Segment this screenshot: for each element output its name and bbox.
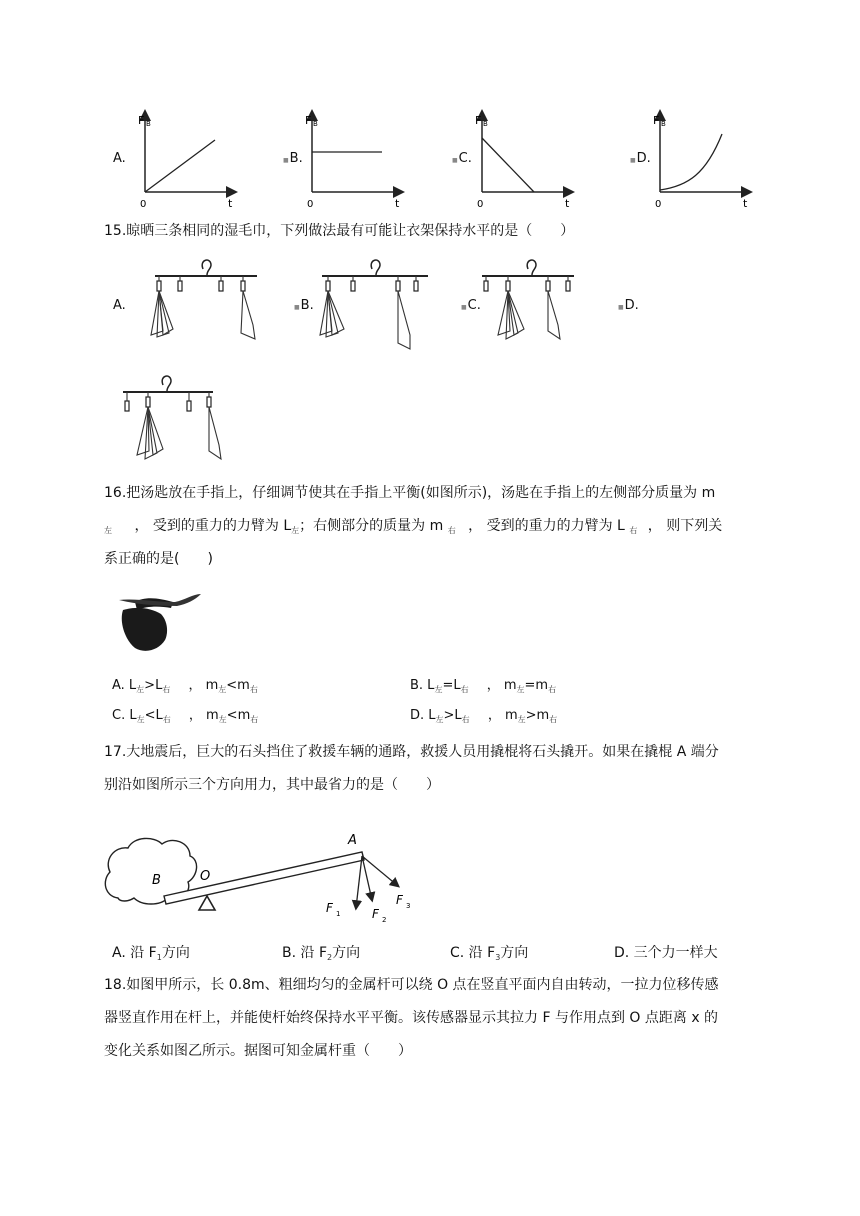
- q17-label-f1-sub: 1: [336, 910, 341, 918]
- q17-a-sub: 1: [156, 953, 162, 962]
- q17-c-post: 方向: [500, 945, 529, 961]
- q14-graph-a: [133, 104, 243, 212]
- q16-b-sub3: 左: [516, 685, 525, 694]
- q16-d-sub4: 右: [549, 715, 558, 724]
- q16-spoon-hand-figure: [115, 588, 210, 658]
- q16-options: [104, 670, 804, 730]
- q16-a-r1: >L: [144, 678, 163, 693]
- q17-c-pre: C. 沿 F: [450, 945, 496, 961]
- q14-graph-c: [470, 104, 580, 212]
- q16-option-d: [410, 706, 557, 730]
- q15-question: 15.晾晒三条相同的湿毛巾，下列做法最有可能让衣架保持水平的是（ ）: [104, 223, 575, 239]
- q17-b-post: 方向: [332, 945, 361, 961]
- q16-d-label: D. L: [410, 708, 436, 723]
- q16-line2-c: ， 受到的重力的力臂为 L: [468, 518, 625, 534]
- q16-d-r3: >m: [525, 708, 550, 723]
- q16-b-r3: =m: [524, 678, 549, 693]
- q16-line2-a: ， 受到的重力的力臂为 L: [134, 518, 292, 534]
- q16-a-r2: ， m: [188, 678, 219, 693]
- q14-a-fb-sub: B: [146, 120, 151, 128]
- q14-d-origin: 0: [655, 199, 662, 210]
- q17-c-sub: 3: [495, 953, 501, 962]
- q15-hanger-c: [478, 255, 603, 345]
- q18-line-3: 变化关系如图乙所示。据图可知金属杆重（ ）: [104, 1043, 412, 1059]
- q16-sub-left-1: 左: [104, 526, 112, 535]
- q16-d-sub2: 右: [461, 715, 470, 724]
- q16-line2-d: ， 则下列关: [647, 518, 723, 534]
- q16-b-label: B. L: [410, 678, 435, 693]
- q14-b-fb-sub: B: [313, 120, 318, 128]
- q17-options: [104, 943, 804, 967]
- q15-option-b-label: ■B.: [294, 298, 314, 313]
- q14-option-b-label: ■B.: [283, 151, 303, 166]
- q17-label-f3-sub: 3: [406, 902, 411, 910]
- q18-line-1: 18.如图甲所示，长 0.8m、粗细均匀的金属杆可以绕 O 点在竖直平面内自由转动，一拉力位移传感: [104, 977, 719, 993]
- q14-a-origin: 0: [140, 199, 147, 210]
- q17-line-2: 别沿如图所示三个方向用力，其中最省力的是（ ）: [104, 777, 440, 793]
- q17-line-1: 17.大地震后，巨大的石头挡住了救援车辆的通路，救援人员用撬棍将石头撬开。如果在撬棍 A 端分: [104, 744, 719, 760]
- q14-option-c-label: ■C.: [452, 151, 472, 166]
- q16-d-r2: ， m: [487, 708, 518, 723]
- q14-graph-d: [648, 104, 758, 212]
- q15-hanger-b: [314, 255, 439, 355]
- q16-a-r3: <m: [226, 678, 250, 693]
- q17-lever-figure: [100, 830, 430, 930]
- q17-a-pre: A. 沿 F: [112, 945, 157, 961]
- q16-b-sub4: 右: [548, 685, 557, 694]
- q14-graph-b: [300, 104, 410, 212]
- q14-d-fb-sub: B: [661, 120, 666, 128]
- q14-c-fb-sub: B: [483, 120, 488, 128]
- q15-option-c-label: ■C.: [461, 298, 481, 313]
- q16-c-sub3: 左: [218, 715, 227, 724]
- q16-c-r1: <L: [144, 708, 163, 723]
- q16-sub-right-1: 右: [447, 526, 456, 535]
- q16-sub-right-2: 右: [629, 526, 638, 535]
- q15-hanger-a: [145, 255, 270, 345]
- q17-option-a: [112, 943, 190, 968]
- q16-line-2: [104, 516, 722, 541]
- q14-options-row: [0, 100, 860, 215]
- q15-hanger-d: [113, 371, 238, 466]
- q14-c-fb: F: [475, 114, 482, 127]
- q16-option-c: [112, 706, 258, 730]
- q14-b-fb: F: [305, 114, 312, 127]
- q16-line-1: 16.把汤匙放在手指上，仔细调节使其在手指上平衡(如图所示)，汤匙在手指上的左侧部分质量为 m: [104, 485, 716, 501]
- q16-line-3: 系正确的是( ): [104, 551, 213, 567]
- q17-b-sub: 2: [327, 953, 333, 962]
- q16-c-r2: ， m: [188, 708, 219, 723]
- q16-c-sub2: 右: [162, 715, 171, 724]
- q16-d-sub1: 左: [435, 715, 444, 724]
- q17-label-f3: F: [396, 893, 403, 907]
- q16-a-sub3: 左: [218, 685, 227, 694]
- q16-option-b: [410, 676, 556, 700]
- q18-line-2: 器竖直作用在杆上，并能使杆始终保持水平平衡。该传感器显示其拉力 F 与作用点到 O 点距离 x 的: [104, 1010, 719, 1026]
- q16-a-sub1: 左: [136, 685, 145, 694]
- q16-line2-b: ；右侧部分的质量为 m: [299, 518, 444, 534]
- q15-option-d-label: ■D.: [618, 298, 639, 313]
- q17-option-d: [614, 943, 718, 963]
- q14-option-d-label: ■D.: [630, 151, 651, 166]
- q16-b-sub1: 左: [434, 685, 443, 694]
- q14-a-t: t: [228, 197, 233, 210]
- q16-option-a: [112, 676, 258, 700]
- q16-a-sub4: 右: [249, 685, 258, 694]
- q17-label-b: B: [152, 873, 161, 888]
- q17-option-b: [282, 943, 360, 968]
- q16-c-r3: <m: [226, 708, 251, 723]
- q14-d-fb: F: [653, 114, 660, 127]
- q17-label-o: O: [200, 869, 211, 884]
- q16-a-label: A. L: [112, 678, 137, 693]
- q16-sub-left-2: 左: [291, 526, 300, 535]
- q14-d-t: t: [743, 197, 748, 210]
- q15-option-a-label: A.: [113, 298, 126, 313]
- q16-d-r1: >L: [443, 708, 462, 723]
- q16-c-label: C. L: [112, 708, 137, 723]
- q14-b-t: t: [395, 197, 400, 210]
- q17-d-pre: D. 三个力一样大: [614, 945, 718, 961]
- q14-a-fb: F: [138, 114, 145, 127]
- q17-option-c: [450, 943, 528, 968]
- q17-label-f2-sub: 2: [382, 916, 387, 924]
- q17-label-f2: F: [372, 907, 379, 921]
- q14-c-t: t: [565, 197, 570, 210]
- q16-c-sub1: 左: [136, 715, 145, 724]
- q17-b-pre: B. 沿 F: [282, 945, 328, 961]
- q16-b-r1: =L: [442, 678, 461, 693]
- q14-c-origin: 0: [477, 199, 484, 210]
- q16-b-sub2: 右: [460, 685, 469, 694]
- q17-label-f1: F: [326, 901, 333, 915]
- q16-a-sub2: 右: [162, 685, 171, 694]
- q17-a-post: 方向: [161, 945, 190, 961]
- q16-c-sub4: 右: [250, 715, 259, 724]
- q16-b-r2: ， m: [486, 678, 517, 693]
- q14-option-a-label: A.: [113, 151, 126, 166]
- q14-b-origin: 0: [307, 199, 314, 210]
- q17-label-a: A: [348, 833, 357, 848]
- q16-d-sub3: 左: [517, 715, 526, 724]
